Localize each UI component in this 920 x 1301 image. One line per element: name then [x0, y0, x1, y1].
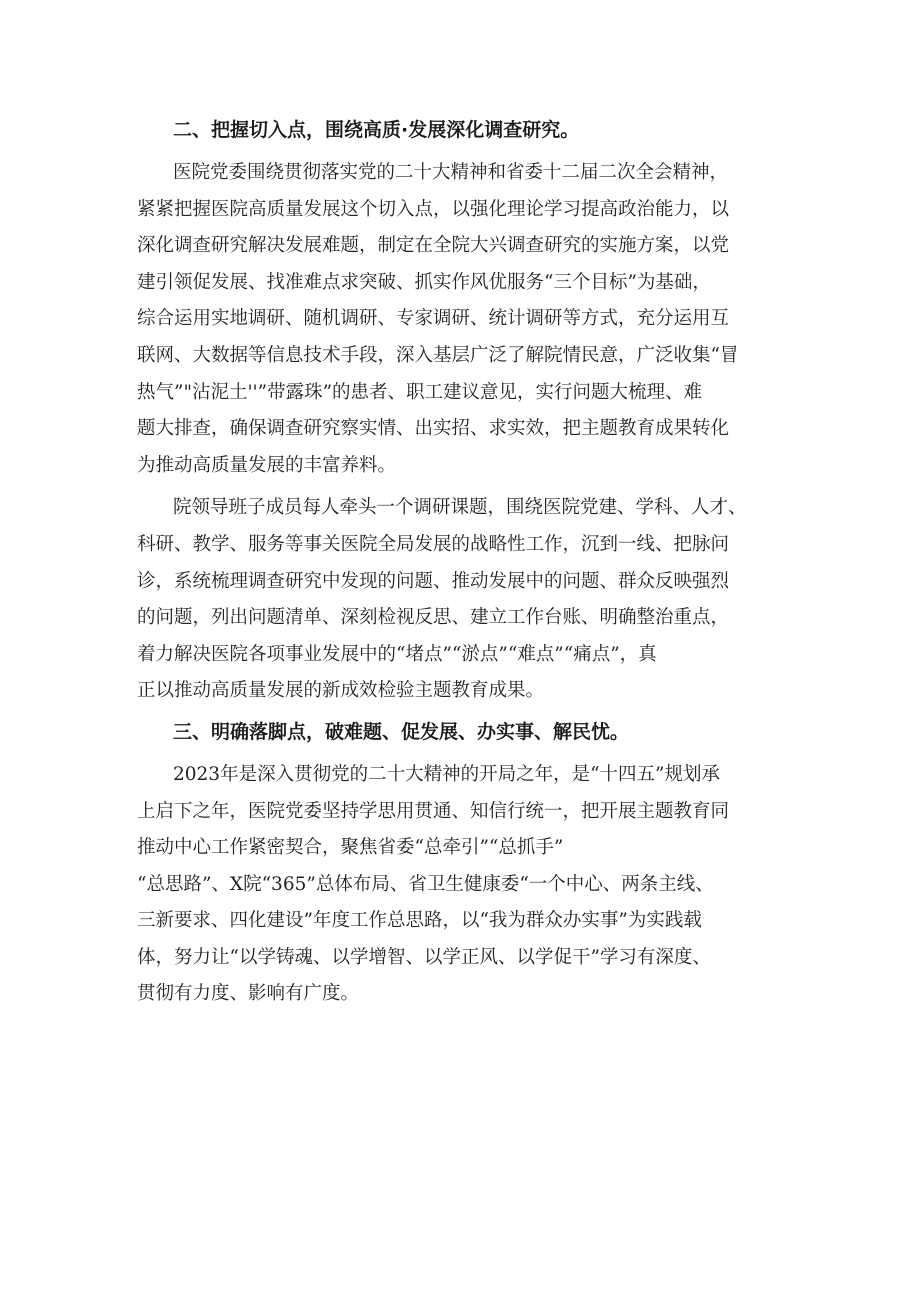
paragraph-2023-plan [137, 757, 802, 1013]
paragraph-line: “总思路”、X院“365”总体布局、省卫生健康委“一个中心、两条主线、 [137, 873, 714, 895]
paragraph-line: 热气”"沾泥土''”带露珠”的患者、职工建议意见，实行问题大梳理、难 [137, 381, 703, 403]
paragraph-line: 联网、大数据等信息技术手段，深入基层广泛了解院情民意，广泛收集“冒 [137, 344, 739, 366]
paragraph-line: 正以推动高质量发展的新成效检验主题教育成果。 [137, 680, 545, 702]
paragraph-line: 题大排查，确保调查研究察实情、出实招、求实效，把主题教育成果转化 [137, 418, 730, 440]
paragraph-line: 的问题，列出问题清单、深刻检视反思、建立工作台账、明确整治重点， [137, 607, 730, 629]
paragraph-line: 三新要求、四化建设”年度工作总思路，以“我为群众办实事”为实践载 [137, 910, 702, 932]
document-body [137, 112, 802, 1013]
paragraph-line: 为推动高质量发展的丰富养料。 [137, 454, 397, 476]
paragraph-line: 紧紧把握医院高质量发展这个切入点，以强化理论学习提高政治能力，以 [137, 198, 730, 220]
paragraph-line: 综合运用实地调研、随机调研、专家调研、统计调研等方式，充分运用互 [137, 308, 730, 330]
paragraph-line: 科研、教学、服务等事关医院全局发展的战略性工作，沉到一线、把脉问 [137, 533, 730, 555]
paragraph-line: 上启下之年，医院党委坚持学思用贯通、知信行统一，把开展主题教育同 [137, 800, 730, 822]
paragraph-line: 院领导班子成员每人牵头一个调研课题，围绕医院党建、学科、人才、 [173, 497, 747, 519]
paragraph-leadership-topics [137, 490, 802, 710]
paragraph-line: 医院党委围绕贯彻落实党的二十大精神和省委十二届二次全会精神， [173, 162, 729, 183]
paragraph-line: 着力解决医院各项事业发展中的“堵点”“淤点”“难点”“痛点”，真 [137, 643, 657, 665]
paragraph-line: 体，努力让“以学铸魂、以学增智、以学正风、以学促干”学习有深度、 [137, 946, 711, 968]
paragraph-line: 推动中心工作紧密契合，聚焦省委“总牵引”“总抓手” [137, 837, 564, 859]
paragraph-line: 2023年是深入贯彻党的二十大精神的开局之年，是“十四五”规划承 [173, 763, 720, 785]
paragraph-line: 诊，系统梳理调查研究中发现的问题、推动发展中的问题、群众反映强烈 [137, 570, 730, 592]
section-heading-two: 二、把握切入点，围绕高质·发展深化调查研究。 [173, 119, 580, 141]
paragraph-research-implementation [137, 155, 802, 484]
paragraph-line: 深化调查研究解决发展难题，制定在全院大兴调查研究的实施方案，以党 [137, 235, 730, 257]
paragraph-line: 建引领促发展、找准难点求突破、抓实作风优服务“三个目标”为基础， [137, 271, 711, 293]
paragraph-line: 贯彻有力度、影响有广度。 [137, 983, 360, 1005]
section-heading-three: 三、明确落脚点，破难题、促发展、办实事、解民忧。 [173, 720, 630, 743]
